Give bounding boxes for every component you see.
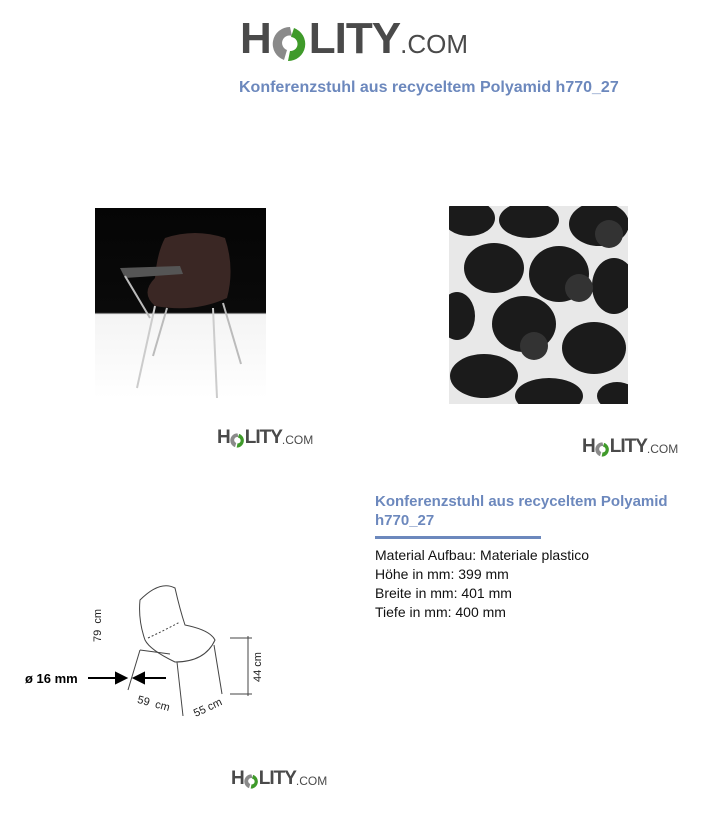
logo-text: LITY — [609, 436, 647, 457]
width-label: 55 cm — [191, 696, 225, 720]
spec-width: Breite in mm: 401 mm — [375, 585, 512, 601]
leg-diameter-label: ø 16 mm — [25, 671, 78, 686]
watermark-logo-2 — [582, 436, 678, 458]
spec-height: Höhe in mm: 399 mm — [375, 566, 509, 582]
spec-material: Material Aufbau: Materiale plastico — [375, 547, 589, 563]
logo-letter-h: H — [231, 768, 244, 789]
logo-ring-icon — [230, 432, 245, 449]
logo-suffix: .COM — [281, 433, 314, 447]
seat-height-label: 44 cm — [252, 652, 264, 682]
logo-letter-h: H — [582, 436, 595, 457]
logo-ring-icon — [244, 773, 259, 790]
chairs-top-view-photo — [449, 206, 628, 404]
logo-suffix: .COM — [646, 442, 679, 456]
logo-suffix: .COM — [400, 29, 468, 59]
watermark-logo-3 — [231, 768, 327, 790]
logo-text: LITY — [308, 14, 401, 63]
holity-logo — [240, 14, 468, 64]
logo-ring-icon — [595, 441, 610, 458]
spec-depth: Tiefe in mm: 400 mm — [375, 604, 506, 620]
logo-ring-icon — [272, 24, 308, 64]
depth-label: 59 cm — [136, 693, 172, 715]
height-label: 79 cm — [92, 608, 104, 642]
logo-text: LITY — [258, 768, 296, 789]
watermark-logo-1 — [217, 427, 313, 449]
dimension-diagram — [20, 570, 280, 730]
logo-text: LITY — [244, 427, 282, 448]
product-title: Konferenzstuhl aus recyceltem Polyamid h770_27 — [375, 493, 668, 529]
product-info — [375, 492, 705, 622]
title-underline — [375, 536, 541, 539]
chair-with-tablet-photo — [95, 208, 266, 398]
logo-letter-h: H — [240, 14, 271, 63]
logo-letter-h: H — [217, 427, 230, 448]
page-title: Konferenzstuhl aus recyceltem Polyamid h770_27 — [239, 79, 619, 96]
logo-suffix: .COM — [295, 774, 328, 788]
